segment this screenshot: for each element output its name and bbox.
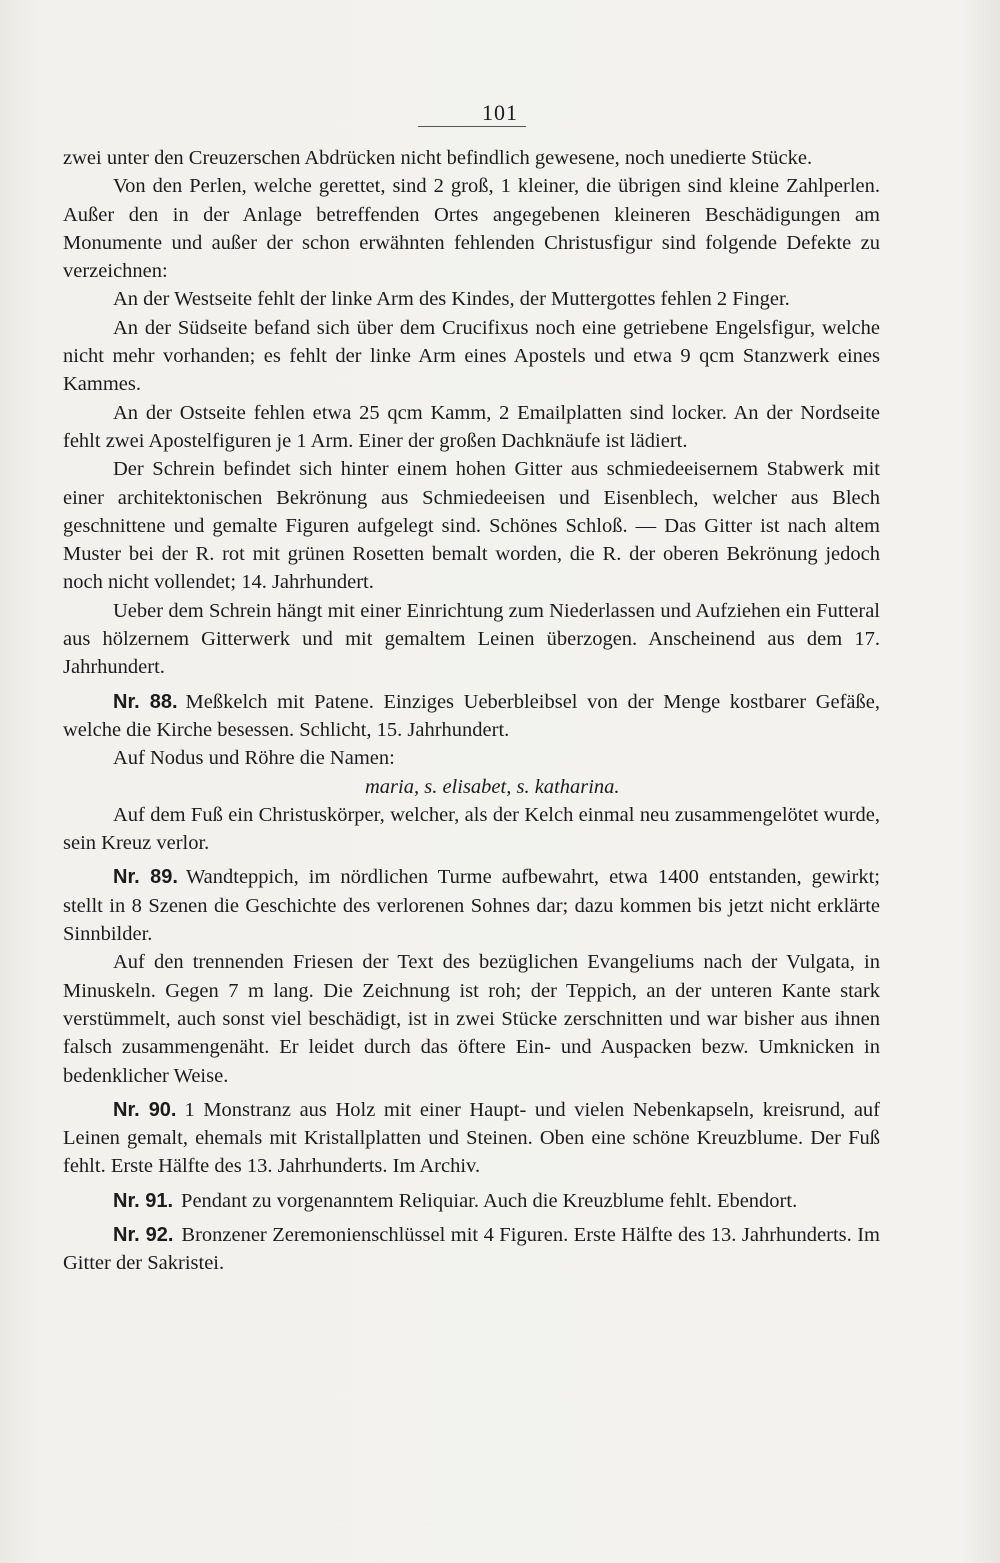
inscription-names: maria, s. elisabet, s. katharina.: [365, 775, 620, 798]
page-number: 101: [482, 100, 518, 125]
paragraph: Ueber dem Schrein hängt mit einer Einrichtung zum Niederlassen und Aufziehen ein Futteral aus hölzernem Gitterwerk und mit gemaltem Leinen überzogen. Anscheinend aus dem 17. Jahrhundert.: [63, 599, 880, 679]
paragraph: Von den Perlen, welche gerettet, sind 2 groß, 1 kleiner, die übrigen sind kleine Zahlperlen. Außer den in der Anlage betreffenden Ortes angegebenen kleineren Beschädigungen am Monumente und außer der schon erwähnten fehlenden Christusfigur sind folgende Defekte zu verzeichnen:: [63, 175, 880, 283]
catalog-entry-89: [63, 863, 880, 948]
paragraph: An der Ostseite fehlen etwa 25 qcm Kamm, 2 Emailplatten sind locker. An der Nordseite fehlt zwei Apostelfiguren je 1 Arm. Einer der großen Dachknäufe ist lädiert.: [63, 401, 880, 452]
entry-number: Nr. 91.: [113, 1189, 174, 1212]
entry-text: Pendant zu vorgenanntem Reliquiar. Auch die Kreuzblume fehlt. Ebendort.: [181, 1189, 798, 1212]
catalog-entry-90: [63, 1096, 880, 1181]
entry-text: Wandteppich, im nördlichen Turme aufbewahrt, etwa 1400 entstanden, gewirkt; stellt in 8 Szenen die Geschichte des verlorenen Sohnes dar; dazu kommen bis jetzt nicht erklärte Sinnbilder.: [63, 866, 880, 946]
page-body: [63, 144, 880, 1278]
header-rule: [418, 126, 526, 127]
entry-number: Nr. 89.: [113, 866, 178, 889]
paragraph: An der Westseite fehlt der linke Arm des Kindes, der Muttergottes fehlen 2 Finger.: [113, 288, 790, 311]
entry-text: 1 Monstranz aus Holz mit einer Haupt- und vielen Nebenkapseln, kreisrund, auf Leinen gemalt, ehemals mit Kristallplatten und Steinen. Oben eine schöne Kreuzblume. Der Fuß fehlt. Erste Hälfte des 13. Jahrhunderts. Im Archiv.: [63, 1098, 880, 1178]
paragraph: zwei unter den Creuzerschen Abdrücken nicht befindlich gewesene, noch unedierte Stücke.: [63, 147, 813, 169]
paragraph: Auf dem Fuß ein Christuskörper, welcher, als der Kelch einmal neu zusammengelötet wurde, sein Kreuz verlor.: [63, 803, 880, 855]
entry-number: Nr. 90.: [113, 1098, 177, 1121]
entry-number: Nr. 92.: [113, 1223, 174, 1246]
paragraph: Auf den trennenden Friesen der Text des bezüglichen Evangeliums nach der Vulgata, in Minuskeln. Gegen 7 m lang. Die Zeichnung ist roh; der Teppich, an der unteren Kante stark verstümmelt, auch sonst viel beschädigt, ist in zwei Stücke zerschnitten und war bisher aus ihnen falsch zusammengenäht. Er leidet durch das öftere Ein- und Auspacken bezw. Umknicken in bedenklicher Weise.: [63, 951, 880, 1087]
catalog-entry-88: [63, 688, 880, 745]
entry-text: Meßkelch mit Patene. Einziges Ueberbleibsel von der Menge kostbarer Gefäße, welche die Kirche besessen. Schlicht, 15. Jahrhundert.: [63, 690, 880, 741]
entry-number: Nr. 88.: [113, 690, 178, 713]
paragraph: An der Südseite befand sich über dem Crucifixus noch eine getriebene Engelsfigur, welche nicht mehr vorhanden; es fehlt der linke Arm eines Apostels und etwa 9 qcm Stanzwerk eines Kammes.: [63, 316, 880, 396]
catalog-entry-91: [63, 1187, 880, 1215]
paragraph: Der Schrein befindet sich hinter einem hohen Gitter aus schmiedeeisernem Stabwerk mit einer architektonischen Bekrönung aus Schmiedeeisen und Eisenblech, welcher aus Blech geschnittene und gemalte Figuren aufgelegt sind. Schönes Schloß. — Das Gitter ist nach altem Muster bei der R. rot mit grünen Rosetten bemalt worden, die R. der oberen Bekrönung jedoch noch nicht vollendet; 14. Jahrhundert.: [63, 458, 880, 594]
paragraph: Auf Nodus und Röhre die Namen:: [113, 747, 395, 770]
catalog-entry-92: [63, 1221, 880, 1278]
entry-text: Bronzener Zeremonienschlüssel mit 4 Figuren. Erste Hälfte des 13. Jahrhunderts. Im Gitter der Sakristei.: [63, 1223, 880, 1275]
